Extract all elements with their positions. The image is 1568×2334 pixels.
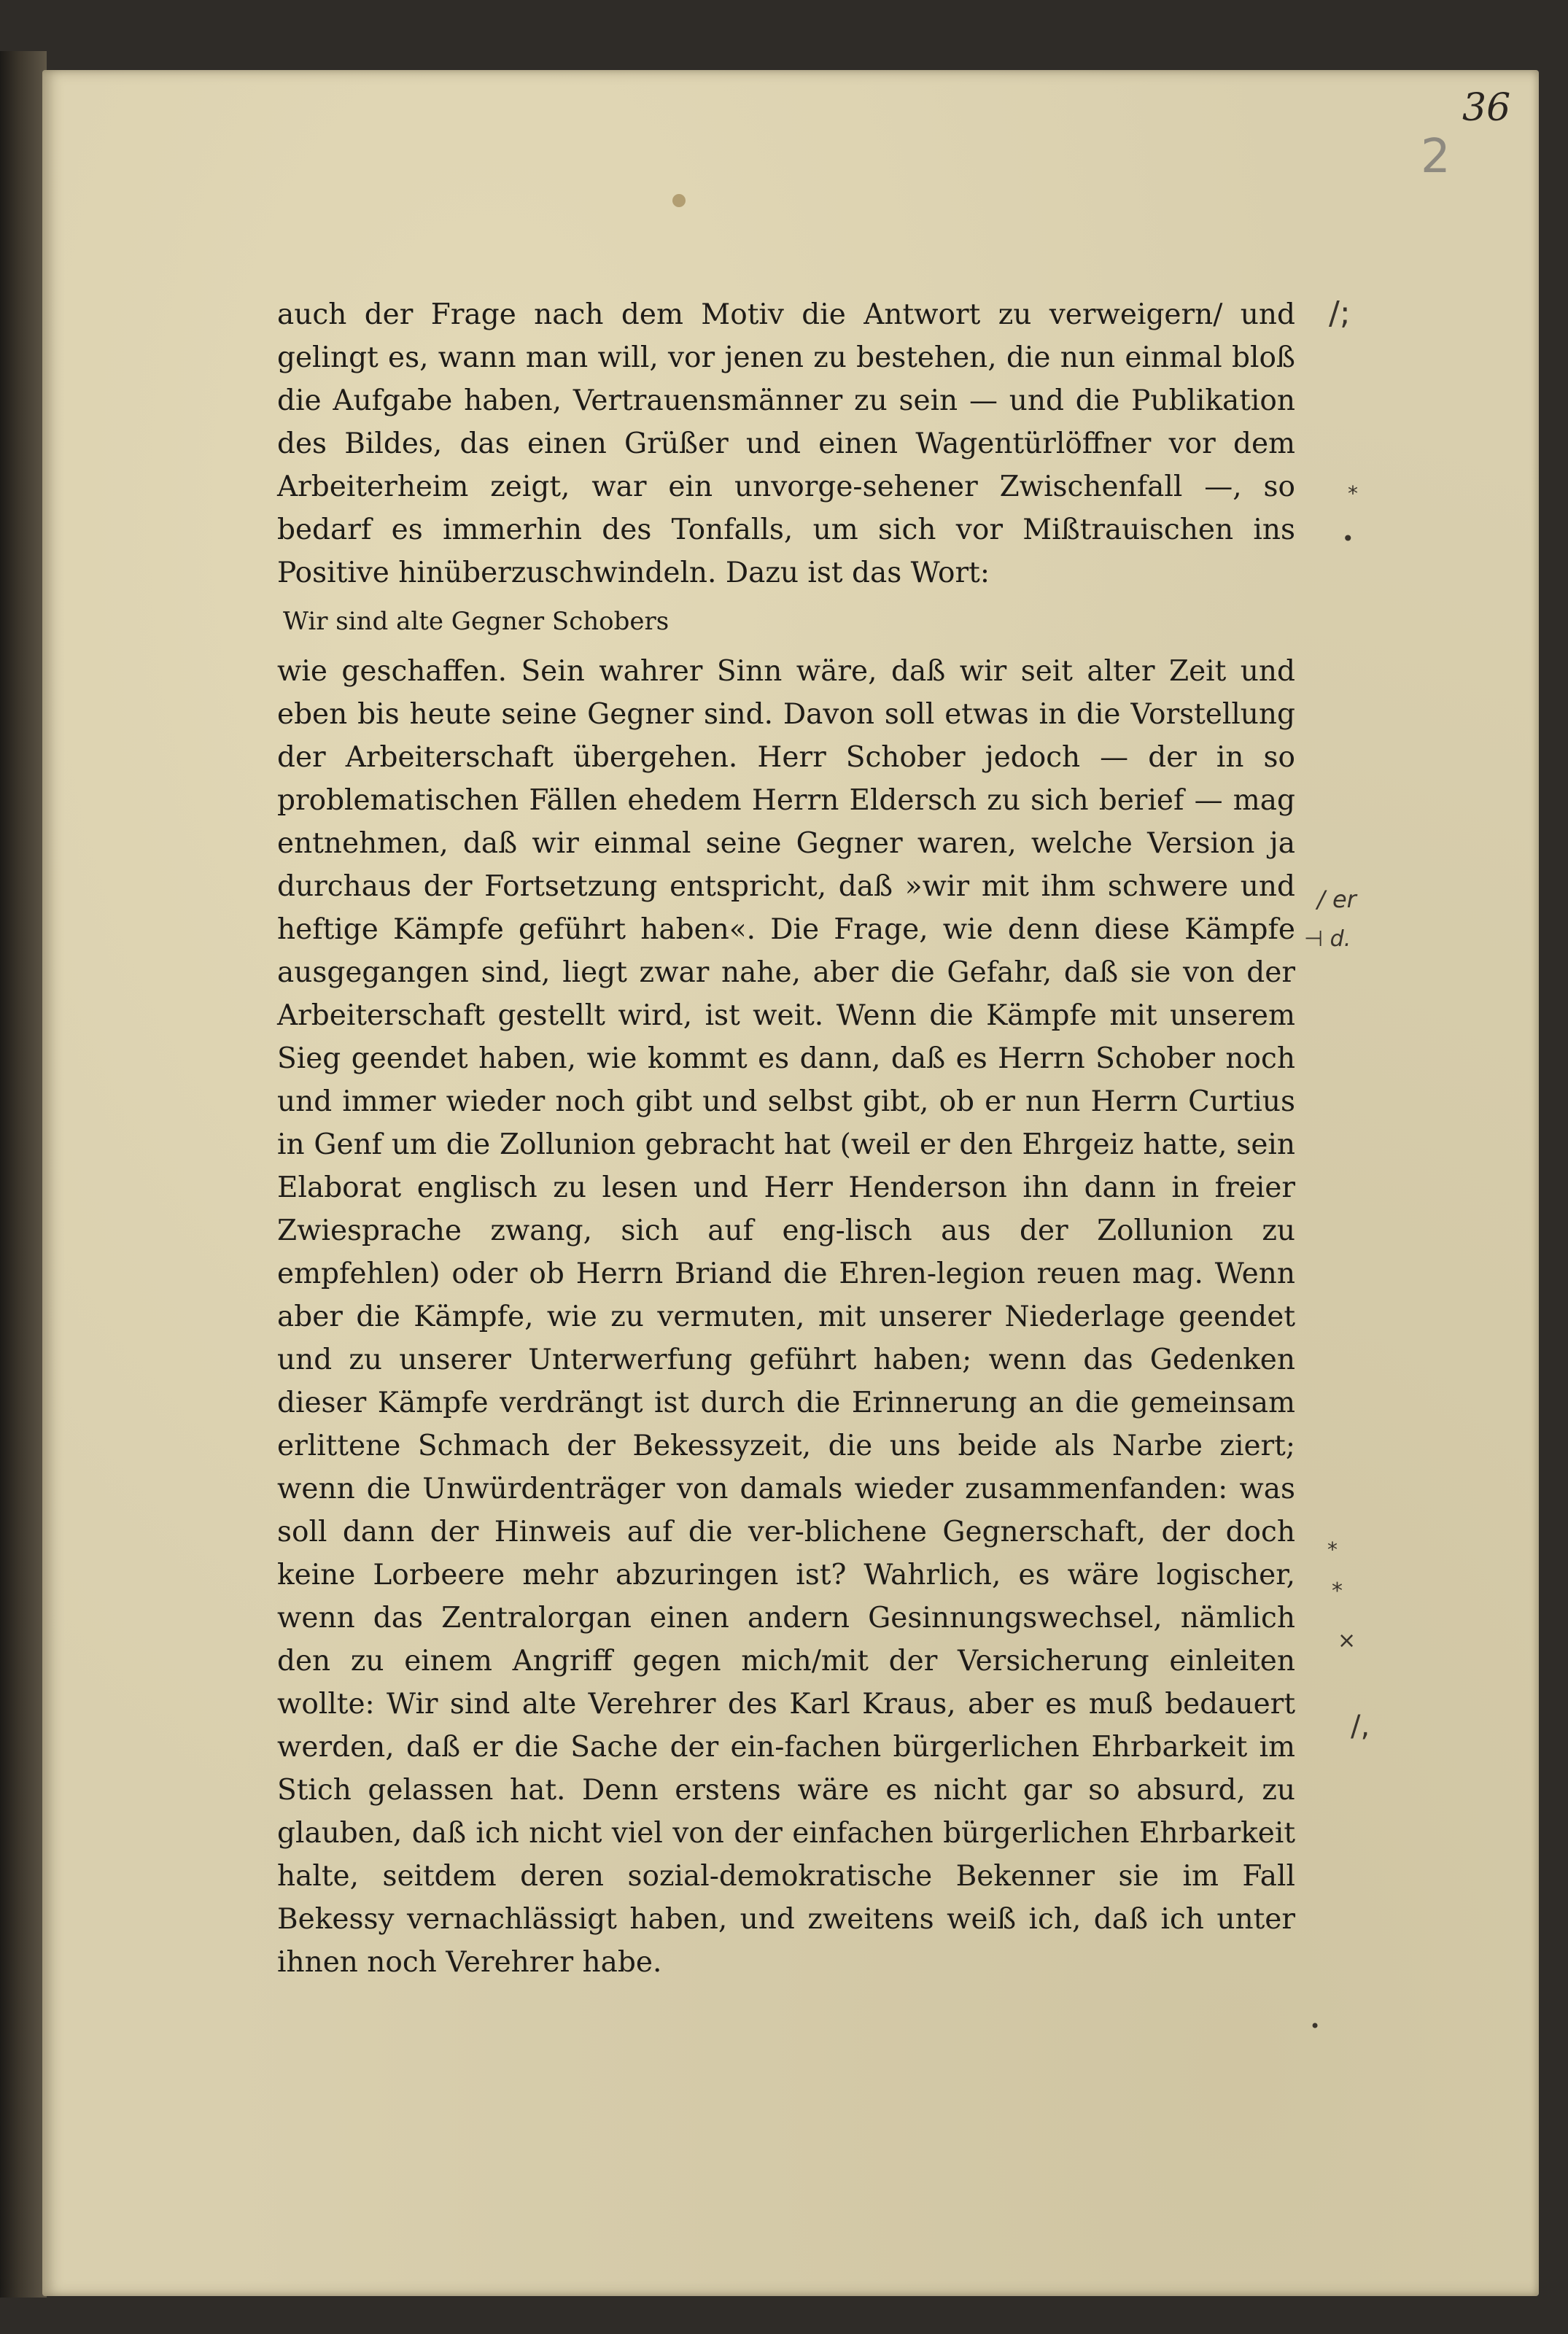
margin-note: / er: [1317, 885, 1357, 913]
margin-note: •: [1342, 527, 1354, 551]
margin-note: *: [1332, 1578, 1343, 1604]
margin-note: *: [1348, 481, 1358, 505]
margin-note: •: [1310, 2016, 1321, 2036]
pencil-annotation: 2: [1421, 130, 1451, 184]
margin-note: /,: [1351, 1710, 1370, 1743]
book-spine-edge: [0, 51, 47, 2298]
margin-note: /;: [1329, 295, 1351, 332]
paragraph-2: wie geschaffen. Sein wahrer Sinn wäre, daß wir seit alter Zeit und eben bis heute seine Gegner sind. Davon soll etwas in die Vorstellung der Arbeiterschaft übergehen. Herr Schober jedoch — der in so problematischen Fällen ehedem Herrn Eldersch zu sich berief — mag entnehmen, daß wir einmal seine Gegner waren, welche Version ja durchaus der Fortsetzung entspricht, daß »wir mit ihm schwere und heftige Kämpfe geführt haben«. Die Frage, wie denn diese Kämpfe ausgegangen sind, liegt zwar nahe, aber die Gefahr, daß sie von der Arbeiterschaft gestellt wird, ist weit. Wenn die Kämpfe mit unserem Sieg geendet haben, wie kommt es dann, daß es Herrn Schober noch und immer wieder noch gibt und selbst gibt, ob er nun Herrn Curtius in Genf um die Zollunion gebracht hat (weil er den Ehrgeiz hatte, sein Elaborat englisch zu lesen und Herr Henderson ihn dann in freier Zwiesprache zwang, sich auf eng-lisch aus der Zollunion zu empfehlen) oder ob Herrn Briand die Ehren-legion reuen mag. Wenn aber die Kämpfe, wie zu vermuten, mit unserer Niederlage geendet und zu unserer Unterwerfung geführt haben; wenn das Gedenken dieser Kämpfe verdrängt ist durch die Erinnerung an die gemeinsam erlittene Schmach der Bekessyzeit, die uns beide als Narbe ziert; wenn die Unwürdenträger von damals wieder zusammenfanden: was soll dann der Hinweis auf die ver-blichene Gegnerschaft, der doch keine Lorbeere mehr abzuringen ist? Wahrlich, es wäre logischer, wenn das Zentralorgan einen andern Gesinnungswechsel, nämlich den zu einem Angriff gegen mich/mit der Versicherung einleiten wollte: Wir sind alte Verehrer des Karl Kraus, aber es muß bedauert werden, daß er die Sache der ein-fachen bürgerlichen Ehrbarkeit im Stich gelassen hat. Denn erstens wäre es nicht gar so absurd, zu glauben, daß ich nicht viel von der einfachen bürgerlichen Ehrbarkeit halte, seitdem deren sozial-demokratische Bekenner sie im Fall Bekessy vernachlässigt haben, und zweitens weiß ich, daß ich unter ihnen noch Verehrer habe.: [277, 655, 1295, 1979]
paper-stain: [672, 194, 686, 207]
margin-note: ×: [1338, 1628, 1357, 1653]
page-number: 36: [1462, 86, 1511, 130]
main-text-block: [277, 293, 1295, 1984]
margin-note: ⊣ d.: [1304, 926, 1351, 952]
quoted-phrase: Wir sind alte Gegner Schobers: [283, 607, 669, 636]
margin-note: *: [1327, 1538, 1338, 1562]
paragraph-1: auch der Frage nach dem Motiv die Antwort zu verweigern/ und gelingt es, wann man will, vor jenen zu bestehen, die nun einmal bloß die Aufgabe haben, Vertrauensmänner zu sein — und die Publikation des Bildes, das einen Grüßer und einen Wagentürlöffner vor dem Arbeiterheim zeigt, war ein unvorge-sehener Zwischenfall —, so bedarf es immerhin des Tonfalls, um sich vor Mißtrauischen ins Positive hinüberzuschwindeln. Dazu ist das Wort:: [277, 298, 1295, 589]
